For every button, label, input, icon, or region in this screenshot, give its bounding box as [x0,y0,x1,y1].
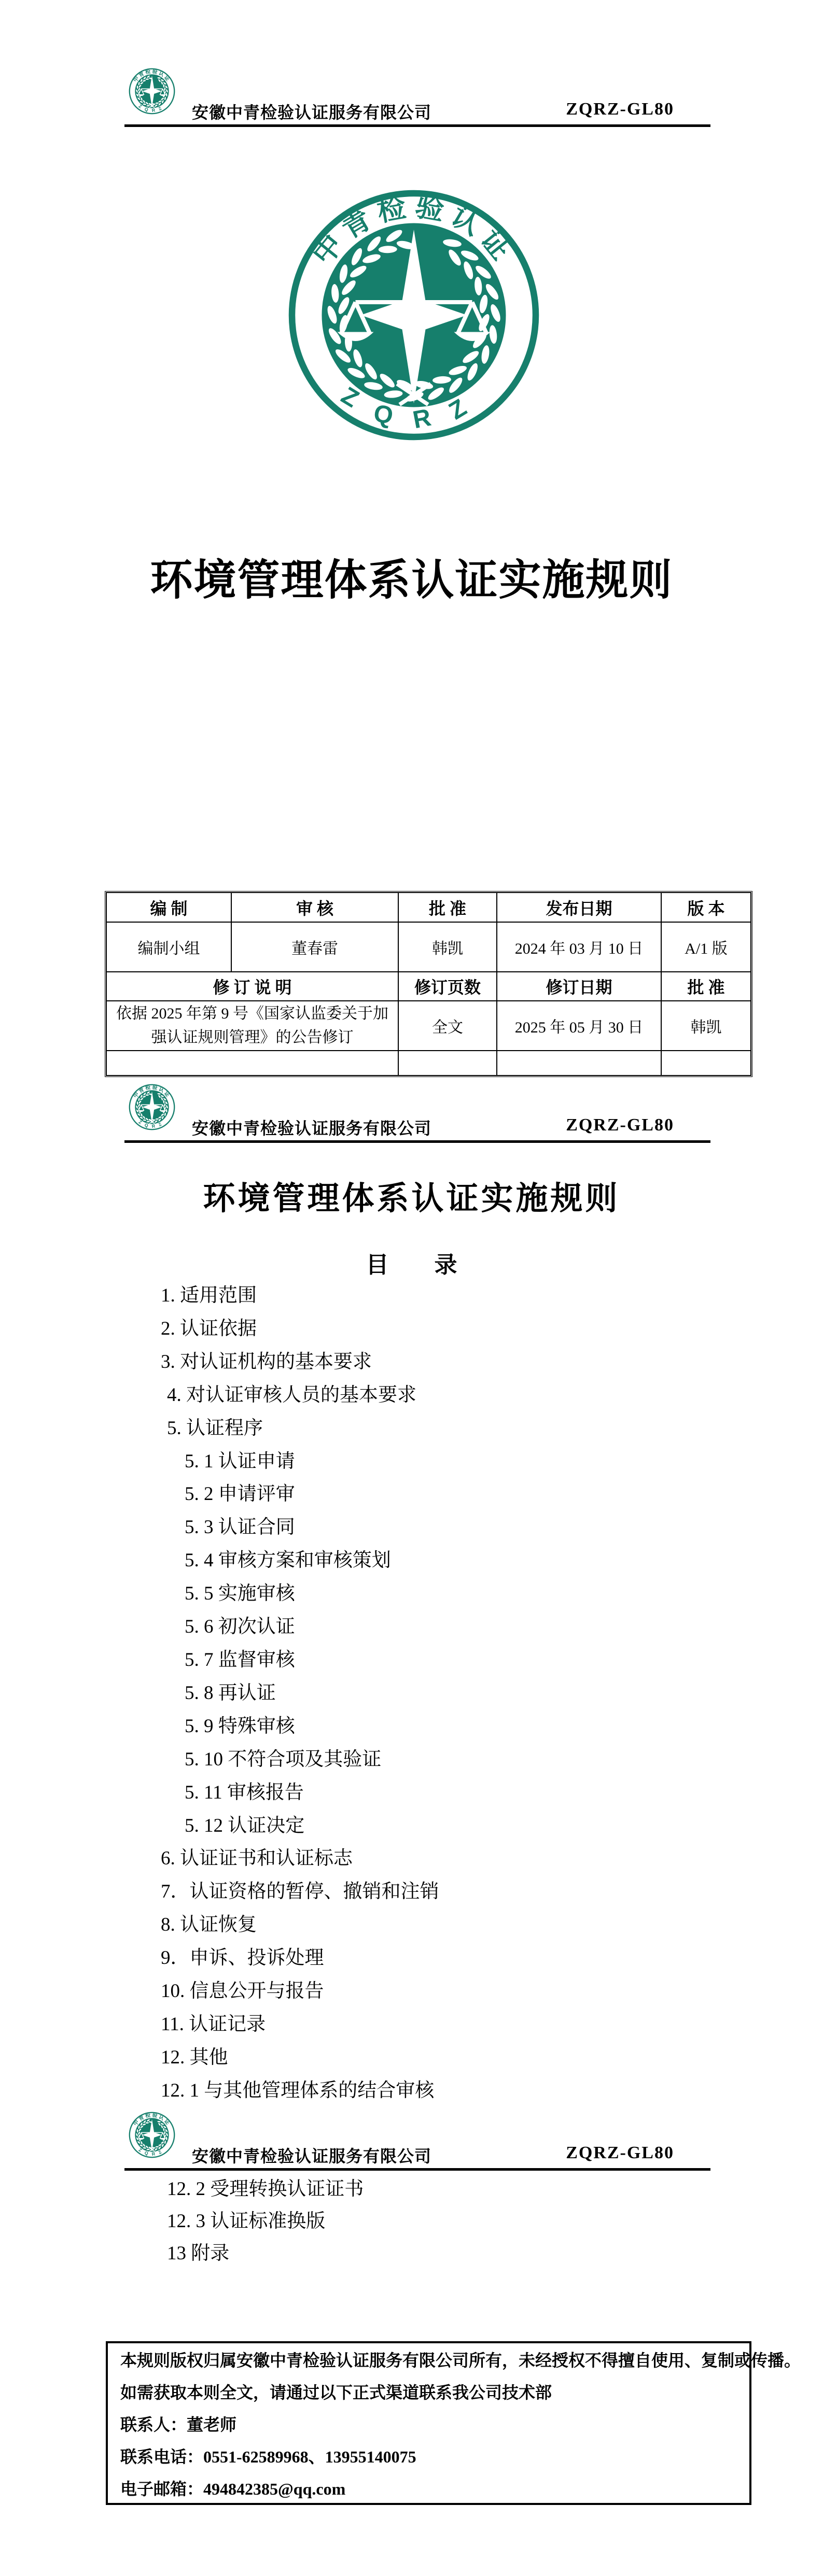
toc-item: 12. 其他 [161,2046,228,2068]
header-cell-revision-date: 修订日期 [497,972,661,1001]
empty-cell [398,1051,497,1075]
document-title: 环境管理体系认证实施规则 [150,556,673,605]
cell-revision-pages: 全文 [398,1001,497,1051]
header-cell-review: 审 核 [231,893,398,922]
empty-cell [106,1051,398,1075]
header-cell-revision-note: 修 订 说 明 [106,972,398,1001]
toc-item: 5. 11 审核报告 [185,1781,304,1803]
toc-item: 5. 5 实施审核 [185,1583,295,1605]
toc-item: 12. 3 认证标准换版 [167,2211,326,2232]
toc-item: 5. 9 特殊审核 [185,1715,295,1737]
cell-revision-date: 2025 年 05 月 30 日 [497,1001,661,1051]
toc-item: 12. 1 与其他管理体系的结合审核 [161,2079,435,2101]
approval-table [106,892,751,1076]
header-cell-approve: 批 准 [398,893,497,922]
page-header [0,1083,823,1148]
toc-item: 5. 认证程序 [167,1417,263,1439]
toc-item: 13 附录 [167,2243,230,2264]
toc-item: 5. 6 初次认证 [185,1616,295,1638]
company-name: 安徽中青检验认证服务有限公司 [192,103,432,122]
cell-prepare: 编制小组 [106,922,231,972]
footer-line: 联系人：董老师 [120,2415,237,2434]
company-name: 安徽中青检验认证服务有限公司 [192,1119,432,1138]
company-logo-icon [128,2111,176,2159]
cell-version: A/1 版 [661,922,751,972]
table-row-empty [106,1051,751,1075]
toc-item: 6. 认证证书和认证标志 [161,1848,353,1870]
toc-item: 5. 12 认证决定 [185,1815,305,1836]
page2-title: 环境管理体系认证实施规则 [203,1181,620,1216]
cell-revision-note: 依据 2025 年第 9 号《国家认监委关于加强认证规则管理》的公告修订 [106,1001,398,1051]
header-rule [124,1140,710,1143]
table-row-values2 [106,1001,751,1051]
toc-item: 1. 适用范围 [161,1285,257,1306]
toc-item: 5. 8 再认证 [185,1682,276,1704]
header-cell-issue-date: 发布日期 [497,893,661,922]
toc-item: 2. 认证依据 [161,1318,257,1339]
footer-line: 本规则版权归属安徽中青检验认证服务有限公司所有，未经授权不得擅自使用、复制或传播。 [120,2351,801,2370]
toc-list-page3 [161,2173,679,2270]
company-logo-large [284,186,543,445]
header-cell-prepare: 编 制 [106,893,231,922]
empty-cell [497,1051,661,1075]
header-cell-revision-approve: 批 准 [661,972,751,1001]
cell-review: 董春雷 [231,922,398,972]
toc-item: 9．申诉、投诉处理 [161,1947,324,1969]
cell-approve: 韩凯 [398,922,497,972]
table-row-headers2 [106,972,751,1001]
company-name: 安徽中青检验认证服务有限公司 [192,2147,432,2165]
table-row-headers1 [106,893,751,922]
toc-item: 5. 2 申请评审 [185,1483,295,1505]
table-row-values1 [106,922,751,972]
document-code: ZQRZ-GL80 [566,1115,674,1135]
toc-item: 7．认证资格的暂停、撤销和注销 [161,1881,439,1903]
company-logo-icon [128,1083,176,1131]
toc-item: 5. 3 认证合同 [185,1517,295,1538]
header-cell-version: 版 本 [661,893,751,922]
toc-item: 5. 1 认证申请 [185,1450,295,1472]
toc-item: 5. 7 监督审核 [185,1649,295,1671]
toc-list-page2 [161,1279,679,2107]
empty-cell [661,1051,751,1075]
toc-item: 11. 认证记录 [161,2013,266,2035]
toc-item: 10. 信息公开与报告 [161,1980,324,2002]
header-cell-revision-pages: 修订页数 [398,972,497,1001]
toc-item: 5. 10 不符合项及其验证 [185,1748,382,1770]
toc-item: 12. 2 受理转换认证证书 [167,2178,364,2200]
page-header [0,2111,823,2175]
page-header [0,67,823,132]
copyright-box [106,2341,801,2505]
toc-item: 5. 4 审核方案和审核策划 [185,1550,391,1572]
footer-line: 联系电话：0551-62589968、13955140075 [120,2447,416,2466]
document-code: ZQRZ-GL80 [566,2143,674,2162]
toc-heading: 目 录 [366,1252,457,1278]
cell-revision-approve: 韩凯 [661,1001,751,1051]
toc-item: 4. 对认证审核人员的基本要求 [167,1384,416,1406]
header-rule [124,2168,710,2171]
footer-line: 电子邮箱：494842385@qq.com [120,2480,346,2498]
header-rule [124,124,710,127]
company-logo-icon [128,67,176,115]
footer-line: 如需获取本则全文，请通过以下正式渠道联系我公司技术部 [120,2383,552,2402]
toc-item: 3. 对认证机构的基本要求 [161,1351,372,1372]
cell-issue-date: 2024 年 03 月 10 日 [497,922,661,972]
toc-item: 8. 认证恢复 [161,1914,257,1936]
document-code: ZQRZ-GL80 [566,100,674,119]
